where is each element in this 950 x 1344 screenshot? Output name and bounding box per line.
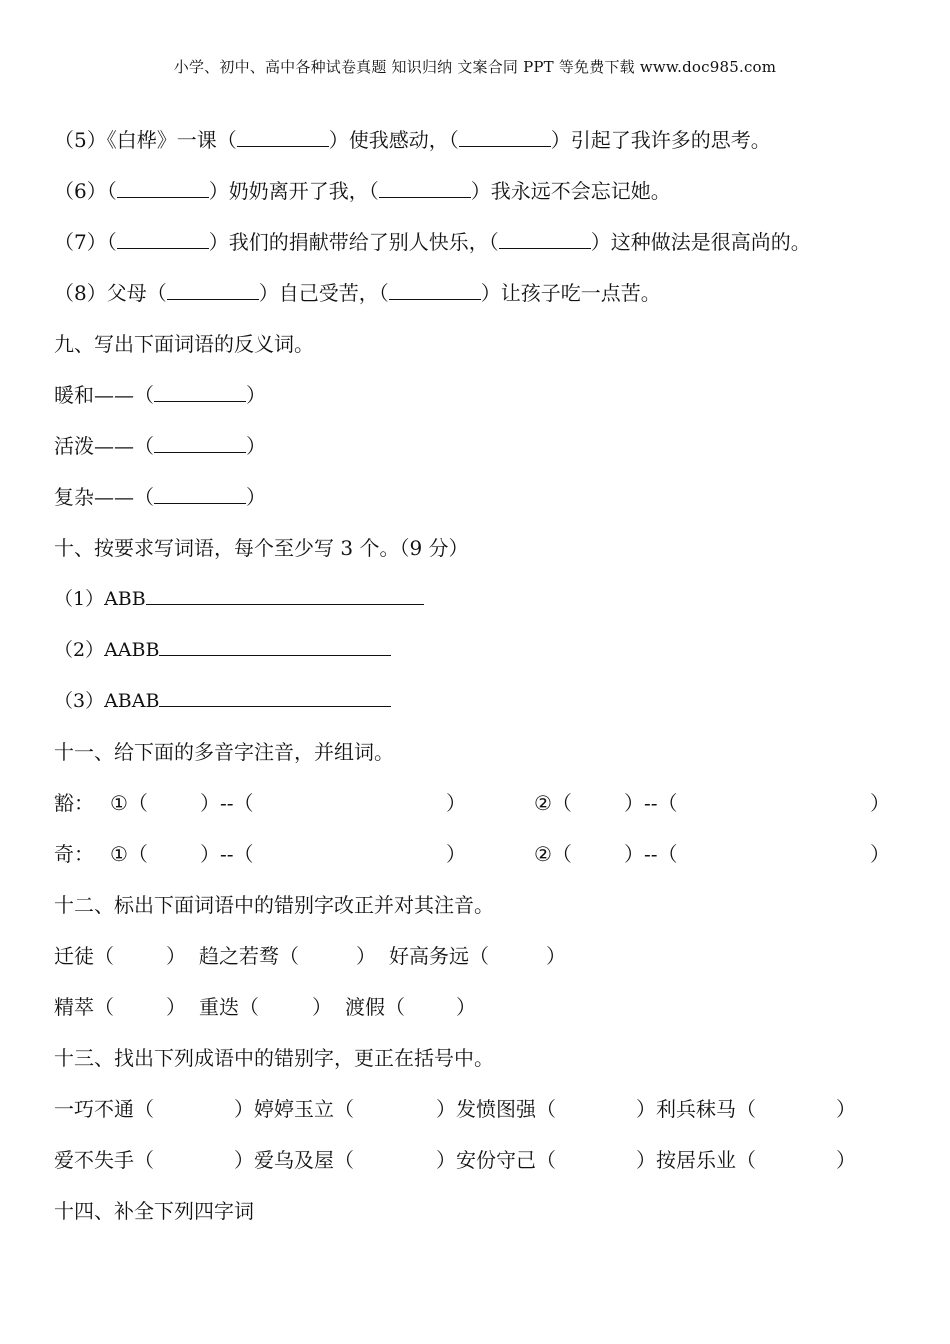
page-header: 小学、初中、高中各种试卷真题 知识归纳 文案合同 PPT 等免费下载 www.doc985.com xyxy=(173,58,777,76)
close-paren: ） xyxy=(546,944,566,968)
word-open: ）--（ xyxy=(200,842,254,866)
typo-word: 渡假（ xyxy=(345,995,405,1019)
close-paren: ） xyxy=(166,944,186,968)
close-paren: ） xyxy=(312,995,332,1019)
idiom-item: ）爱乌及屋（ xyxy=(234,1148,354,1172)
answer-blank[interactable] xyxy=(499,230,591,249)
answer-line[interactable] xyxy=(159,637,391,656)
answer-blank[interactable] xyxy=(379,179,471,198)
close-paren: ） xyxy=(456,995,476,1019)
answer-blank[interactable] xyxy=(459,128,551,147)
pinyin-open: ①（ xyxy=(110,842,148,866)
pinyin-open: ①（ xyxy=(110,791,148,815)
typo-word: 趋之若骛（ xyxy=(199,944,299,968)
answer-blank[interactable] xyxy=(154,434,246,453)
close-paren: ） xyxy=(246,485,266,509)
idiom-item: ）利兵秣马（ xyxy=(636,1097,756,1121)
typo-word: 迁徒（ xyxy=(54,944,114,968)
pattern-item xyxy=(54,687,391,715)
antonym-word: 复杂——（ xyxy=(54,485,154,509)
pinyin-open: ②（ xyxy=(534,842,572,866)
polyphone-char: 奇： xyxy=(54,842,94,866)
answer-blank[interactable] xyxy=(167,281,259,300)
idiom-item: ）安份守己（ xyxy=(436,1148,556,1172)
antonym-item xyxy=(54,381,266,409)
pattern-item xyxy=(54,585,424,613)
close-paren: ） xyxy=(246,434,266,458)
pinyin-open: ②（ xyxy=(534,791,572,815)
text-part: ）使我感动，（ xyxy=(328,128,459,152)
answer-blank[interactable] xyxy=(117,230,209,249)
typo-word: 精萃（ xyxy=(54,995,114,1019)
answer-blank[interactable] xyxy=(154,485,246,504)
word-close: ） xyxy=(446,791,466,815)
answer-line[interactable] xyxy=(159,688,391,707)
question-line-5 xyxy=(54,126,771,154)
text-part: ）让孩子吃一点苦。 xyxy=(480,281,661,305)
word-open: ）--（ xyxy=(624,791,678,815)
close-paren: ） xyxy=(246,383,266,407)
text-part: ）我们的捐献带给了别人快乐，（ xyxy=(208,230,499,254)
word-open: ）--（ xyxy=(624,842,678,866)
idiom-item: ）婷婷玉立（ xyxy=(234,1097,354,1121)
text-part: （7）（ xyxy=(54,230,117,254)
idiom-item: 一巧不通（ xyxy=(54,1097,154,1121)
close-paren: ） xyxy=(356,944,376,968)
answer-blank[interactable] xyxy=(154,383,246,402)
word-open: ）--（ xyxy=(200,791,254,815)
antonym-word: 暖和——（ xyxy=(54,383,154,407)
question-line-7 xyxy=(54,228,811,256)
text-part: （6）（ xyxy=(54,179,117,203)
answer-blank[interactable] xyxy=(237,128,329,147)
section-11-title: 十一、给下面的多音字注音，并组词。 xyxy=(54,740,394,764)
text-part: ）自己受苦，（ xyxy=(258,281,389,305)
section-10-title: 十、按要求写词语，每个至少写 3 个。（9 分） xyxy=(54,536,469,560)
typo-word: 好高务远（ xyxy=(389,944,489,968)
word-close: ） xyxy=(870,791,890,815)
pattern-label: （2）AABB xyxy=(54,639,160,661)
pattern-item xyxy=(54,636,391,664)
pattern-label: （1）ABB xyxy=(54,588,146,610)
text-part: （8）父母（ xyxy=(54,281,167,305)
idiom-item: ）发愤图强（ xyxy=(436,1097,556,1121)
typo-word: 重迭（ xyxy=(199,995,259,1019)
section-9-title: 九、写出下面词语的反义词。 xyxy=(54,332,314,356)
question-line-8 xyxy=(54,279,661,307)
section-14-title: 十四、补全下列四字词 xyxy=(54,1199,254,1223)
question-line-6 xyxy=(54,177,671,205)
antonym-item xyxy=(54,483,266,511)
antonym-item xyxy=(54,432,266,460)
text-part: ）这种做法是很高尚的。 xyxy=(590,230,811,254)
text-part: ）我永远不会忘记她。 xyxy=(470,179,671,203)
close-paren: ） xyxy=(166,995,186,1019)
answer-blank[interactable] xyxy=(117,179,209,198)
text-part: ）奶奶离开了我，（ xyxy=(208,179,379,203)
polyphone-char: 豁： xyxy=(54,791,94,815)
close-paren: ） xyxy=(836,1148,856,1172)
section-12-title: 十二、标出下面词语中的错别字改正并对其注音。 xyxy=(54,893,494,917)
close-paren: ） xyxy=(836,1097,856,1121)
section-13-title: 十三、找出下列成语中的错别字，更正在括号中。 xyxy=(54,1046,494,1070)
word-close: ） xyxy=(446,842,466,866)
answer-blank[interactable] xyxy=(389,281,481,300)
answer-line[interactable] xyxy=(146,586,424,605)
idiom-item: 爱不失手（ xyxy=(54,1148,154,1172)
antonym-word: 活泼——（ xyxy=(54,434,154,458)
idiom-item: ）按居乐业（ xyxy=(636,1148,756,1172)
text-part: （5）《白桦》一课（ xyxy=(54,128,237,152)
word-close: ） xyxy=(870,842,890,866)
text-part: ）引起了我许多的思考。 xyxy=(550,128,771,152)
pattern-label: （3）ABAB xyxy=(54,690,160,712)
